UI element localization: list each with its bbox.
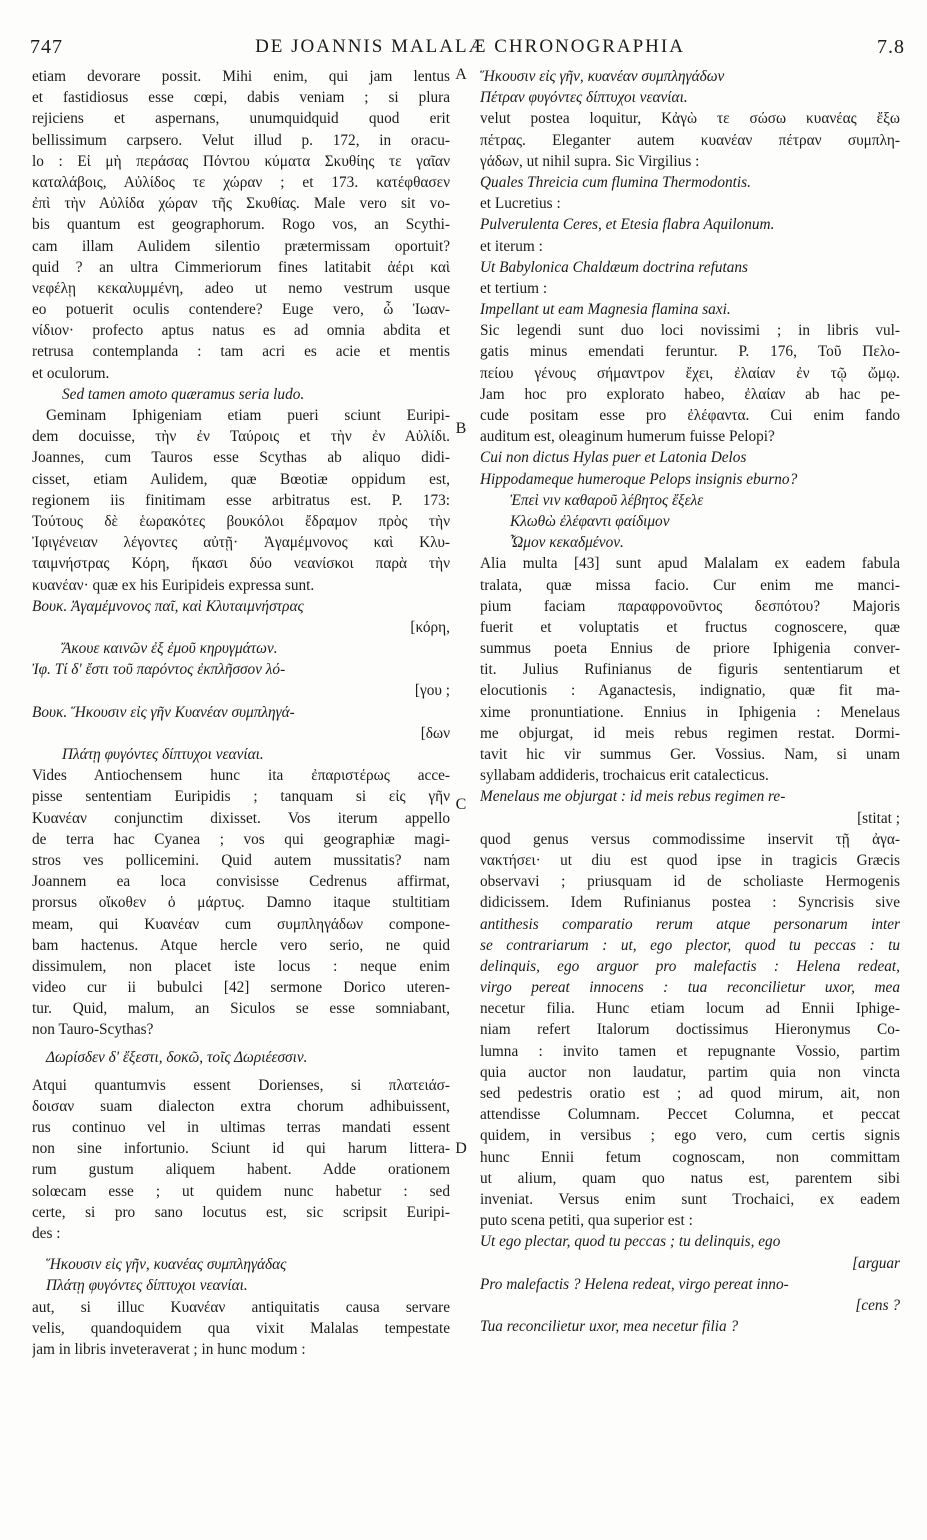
verse-line: Ἰφ. Τί δ' ἔστι τοῦ παρόντος ἐκπλῆσσον λό- <box>32 661 286 679</box>
text-line: νεφέλῃ κεκαλυμμένη, adeo ut nemo vestrum usque <box>32 279 450 297</box>
text-line: attendisse Columnam. Peccet Columna, et peccat <box>480 1106 900 1124</box>
section-marker-d: D <box>455 1140 467 1157</box>
text-line: lumna : invito tamen et repugnante Vossio, partim <box>480 1042 900 1060</box>
verse-line: Ἐπεὶ νιν καθαροῦ λέβητος ἔξελε <box>510 491 704 509</box>
verse-continuation: [κόρη, <box>410 618 450 636</box>
text-line: Sic legendi sunt duo loci novissimi ; in libris vul- <box>480 322 900 340</box>
text-line: quod genus versus commodissime inservit τῇ ἀγα- <box>480 830 900 848</box>
text-line: Joannem ea loca convisisse Cedrenus affirmat, <box>32 873 450 891</box>
verse-quote: Ut Babylonica Chaldæum doctrina refutans <box>480 258 748 276</box>
text-line: quid ? an ultra Cimmeriorum fines latitabit ἀέρι καὶ <box>32 258 450 276</box>
text-line: meam, qui Κυανέαν cum συμπληγάδων compone- <box>32 915 450 933</box>
verse-continuation: [δων <box>420 724 450 742</box>
text-line: cam illam Aulidem silentio prætermissam oportuit? <box>32 237 450 255</box>
verse-line: Pro malefactis ? Helena redeat, virgo pereat inno- <box>480 1275 789 1293</box>
text-line: quia auctor non laudatur, partim quia non vincta <box>480 1063 900 1081</box>
text-line: bellissimum carpsero. Velut illud p. 172, in oracu- <box>32 131 450 149</box>
text-line: tit. Julius Rufinianus de figuris sententiarum et <box>480 661 900 679</box>
text-line: sed pedestris oratio est ; ad quod mirum, ait, non <box>480 1085 900 1102</box>
text-line: ταιμνήστρας Κόρη, ἥκασι δύο νεανίσκοι παρὰ τὴν <box>32 555 450 573</box>
text-line: quidem, in versibus ; ego vero, cum certis signis <box>480 1127 900 1145</box>
text-line: syllabam addideris, trochaicus erit catalecticus. <box>480 767 769 785</box>
verse-line: Menelaus me objurgat : id meis rebus regimen re- <box>480 788 786 806</box>
text-line: pium faciam παραφρονοῦντος δεσπότου? Majoris <box>480 597 900 615</box>
verse-line: Βουκ. Ἥκουσιν εἰς γῆν Κυανέαν συμπληγά- <box>32 703 295 721</box>
text-line: δοισαν suam dialecton extra chorum adhibuissent, <box>32 1097 450 1115</box>
verse-quote: Sed tamen amoto quæramus seria ludo. <box>62 385 305 403</box>
text-line: Τούτους δὲ ἑωρακότες βουκόλοι ἔδραμον πρὸς τὴν <box>32 512 450 530</box>
verse-line: Tua reconcilietur uxor, mea necetur filia ? <box>480 1318 739 1336</box>
text-line: Vides Antiochensem hunc ita ἐπαριστέρως acce- <box>32 767 450 785</box>
text-line: lo : Εἰ μὴ περάσας Πόντου κύματα Σκυθίης τε γαῖαν <box>32 152 450 170</box>
text-line: γάδων, ut nihil supra. Sic Virgilius : <box>480 152 700 170</box>
text-line: elocutionis : Aganactesis, indignatio, quæ fit ma- <box>480 682 900 700</box>
text-line: prorsus οἴκοθεν ὁ μάρτυς. Damno itaque stultitiam <box>32 894 450 912</box>
verse-continuation: [stitat ; <box>857 809 900 827</box>
verse-continuation: [γου ; <box>414 682 450 700</box>
verse-quote: Quales Threicia cum flumina Thermodontis. <box>480 173 751 191</box>
verse-quote: Cui non dictus Hylas puer et Latonia Delos <box>480 449 747 467</box>
text-line: necetur filia. Hunc etiam locum ad Ennii Iphige- <box>480 1000 900 1018</box>
verse-line: Πλάτῃ φυγόντες δίπτυχοι νεανίαι. <box>62 746 264 763</box>
text-line: ut alium, quam quo natus est, parentem sibi <box>480 1169 900 1187</box>
text-line: dem docuisse, τὴν ἐν Ταύροις et τὴν ἐν Αὐλίδι. <box>32 428 450 446</box>
text-line: me objurgat, id meis rebus regimen restat. Dormi- <box>480 724 900 742</box>
section-marker-a: A <box>455 66 467 83</box>
right-column <box>480 66 900 1337</box>
text-line: auditum est, oleaginum humerum fuisse Pelopi? <box>480 428 775 446</box>
text-line: νίδιον· profecto aptus natus es ad omnia abdita et <box>32 322 450 340</box>
verse-line: Πέτραν φυγόντες δίπτυχοι νεανίαι. <box>480 89 688 107</box>
text-line: cisset, etiam Aulidem, quæ Bœotiæ oppidum est, <box>32 470 450 488</box>
text-line: hunc Ennii fetum cognoscam, non committam <box>480 1148 900 1166</box>
text-line: πείου γένους σήμαντρον ἔχει, ἐλαίαν ἐν τῷ ὤμῳ. <box>480 364 900 382</box>
text-line: de terra hac Cyanea ; vos qui geographiæ magi- <box>32 830 450 848</box>
section-marker-b: B <box>455 420 467 437</box>
text-line: ἐπὶ τὴν Αὐλίδα χώραν τῆς Σκυθίας. Male vero sit vo- <box>32 195 450 213</box>
running-title: DE JOANNIS MALALÆ CHRONOGRAPHIA <box>255 36 685 57</box>
text-line: niam refert Italorum doctissimus Hieronymus Co- <box>480 1021 900 1039</box>
text-line: Alia multa [43] sunt apud Malalam ex eadem fabula <box>480 555 900 573</box>
text-line: observavi ; priusquam id de scholiaste Hermogenis <box>480 873 900 891</box>
text-line: rum gustum aliquem habent. Adde orationem <box>32 1161 450 1179</box>
verse-quote: Pulverulenta Ceres, et Etesia flabra Aquilonum. <box>480 216 775 234</box>
verse-line: Ἥκουσιν εἰς γῆν, κυανέαν συμπληγάδων <box>480 68 725 85</box>
text-line: Geminam Iphigeniam etiam pueri sciunt Euripi- <box>46 407 450 424</box>
left-column <box>32 66 450 1360</box>
text-line: et oculorum. <box>32 364 110 382</box>
text-line: et fastidiosus esse cœpi, dabis veniam ; si plura <box>32 89 450 107</box>
text-line: bis quantum est geographorum. Rogo vos, an Scythi- <box>32 216 450 234</box>
text-line: tralata, quæ missa facio. Cur enim me manci- <box>480 576 900 594</box>
text-line: retrusa contemplanda : tam acri es acie et mentis <box>32 343 450 361</box>
verse-line: Πλάτῃ φυγόντες δίπτυχοι νεανίαι. <box>46 1277 248 1295</box>
text-line: regionem iis finitimam esse arbitratus est. P. 173: <box>32 491 450 509</box>
text-line: etiam devorare possit. Mihi enim, qui jam lentus <box>32 68 450 85</box>
text-line: et iterum : <box>480 237 543 255</box>
text-line: des : <box>32 1224 61 1242</box>
text-line: Atqui quantumvis essent Dorienses, si πλατειάσ- <box>32 1076 450 1094</box>
text-line: certe, si pro sano locutus est, sic scripsit Euripi- <box>32 1203 450 1221</box>
text-line: cude positam esse pro ἐλέφαντα. Cui enim fando <box>480 407 900 424</box>
left-page-number: 747 <box>30 35 63 58</box>
text-line: pisse sententiam Euripidis ; tanquam si εἰς γῆν <box>32 788 450 806</box>
text-line: solœcam esse ; ut quidem nunc habetur : sed <box>32 1182 450 1200</box>
text-line: rejiciens et aspernans, unumquidquid quod erit <box>32 110 450 128</box>
text-line: et tertium : <box>480 279 548 297</box>
right-page-number: 7.8 <box>877 35 905 58</box>
verse-quote: Impellant ut eam Magnesia flamina saxi. <box>480 301 731 319</box>
text-line: πέτρας. Eleganter autem κυανέαν πέτραν συμπλη- <box>480 131 900 149</box>
text-line: aut, si illuc Κυανέαν antiquitatis causa servare <box>32 1298 450 1316</box>
text-line: video cur ii bubulci [42] sermone Dorico uteren- <box>32 979 450 997</box>
text-line: delinquis, ego arguor pro malefactis : Helena redeat, <box>480 957 900 975</box>
verse-quote: Hippodameque humeroque Pelops insignis eburno? <box>480 470 798 488</box>
text-line: νακτήσει· ut diu est quod ipse in tragicis Græcis <box>480 851 900 869</box>
verse-line: Ἥκουσιν εἰς γῆν, κυανέας συμπληγάδας <box>46 1256 287 1274</box>
text-line: non Tauro-Scythas? <box>32 1021 154 1039</box>
text-line: didicissem. Idem Rufinianus postea : Syncrisis sive <box>480 894 900 912</box>
text-line: gatis minus emendati feruntur. P. 176, Τοῦ Πελο- <box>480 343 900 361</box>
text-line: antithesis comparatio rerum atque personarum inter <box>480 915 900 933</box>
text-line: tavit hic vir summus Ger. Vossius. Nam, si unam <box>480 746 900 763</box>
text-line: velut postea loquitur, Κἀγὼ τε σώσω κυανέας ἔξω <box>480 110 900 128</box>
text-line: velis, quandoquidem qua vixit Malalas tempestate <box>32 1319 450 1337</box>
text-line: rus continuo vel in ultimas terras mandati essent <box>32 1119 450 1136</box>
text-line: bam hactenus. Atque hercle vero serio, ne quid <box>32 936 450 954</box>
running-header <box>30 30 905 64</box>
text-line: puto scena petiti, qua superior est : <box>480 1212 693 1230</box>
text-line: virgo pereat innocens : tua reconcilietur uxor, mea <box>480 979 900 997</box>
verse-line: Βουκ. Ἀγαμέμνονος παῖ, καὶ Κλυταιμνήστρας <box>32 597 304 615</box>
verse-line: Ἄκουε καινῶν ἐξ ἐμοῦ κηρυγμάτων. <box>62 640 278 658</box>
text-line: xime pronuntiatione. Ennius in Iphigenia : Menelaus <box>480 703 900 721</box>
text-line: jam in libris inveteraverat ; in hunc modum : <box>32 1340 306 1358</box>
verse-line: Ut ego plectar, quod tu peccas ; tu delinquis, ego <box>480 1233 781 1251</box>
text-line: summus poeta Ennius de priore Iphigenia conver- <box>480 640 900 658</box>
section-marker-c: C <box>455 796 467 813</box>
text-line: Ἰφιγένειαν λέγοντες αὐτῇ· Ἀγαμέμνονος καὶ Κλυ- <box>32 534 450 552</box>
text-line: non sine infortunio. Sciunt id qui harum littera- <box>32 1140 450 1158</box>
text-line: eo potuerit oculis contendere? Euge vero, ὦ Ἰωαν- <box>32 301 450 319</box>
text-line: tur. Quid, malum, an Siculos se esse somniabant, <box>32 1000 450 1018</box>
text-line: stros ves pollicemini. Quid autem mussitatis? nam <box>32 851 450 869</box>
text-line: dissimulem, non placet iste locus : neque enim <box>32 957 450 975</box>
verse-quote: Δωρίσδεν δ' ἔξεστι, δοκῶ, τοῖς Δωριέεσσιν. <box>46 1048 308 1066</box>
text-line: κυανέαν· quæ ex his Euripideis expressa sunt. <box>32 576 315 594</box>
verse-line: Ὦμον κεκαδμένον. <box>510 534 624 552</box>
text-line: fuerit et voluptatis et fructus cognoscere, quæ <box>480 618 900 636</box>
text-line: καταλάβοις, Αὐλίδος τε χώραν ; et 173. κατέφθασεν <box>32 173 450 191</box>
verse-line: Κλωθὼ ἐλέφαντι φαίδιμον <box>510 512 670 530</box>
text-line: Joannes, cum Tauros esse Scythas ab aliquo didi- <box>32 449 450 467</box>
verse-continuation: [arguar <box>852 1254 900 1272</box>
text-line: se contrariarum : ut, ego plector, quod tu peccas : tu <box>480 936 900 954</box>
text-line: Jam hoc pro explorato habeo, ἐλαίαν ab hac pe- <box>480 385 900 403</box>
text-line: Κυανέαν conjunctim dixisset. Vos iterum appello <box>32 809 450 827</box>
verse-continuation: [cens ? <box>855 1296 900 1314</box>
text-line: et Lucretius : <box>480 195 561 213</box>
text-line: inveniat. Versus enim sunt Trochaici, ex eadem <box>480 1190 900 1208</box>
